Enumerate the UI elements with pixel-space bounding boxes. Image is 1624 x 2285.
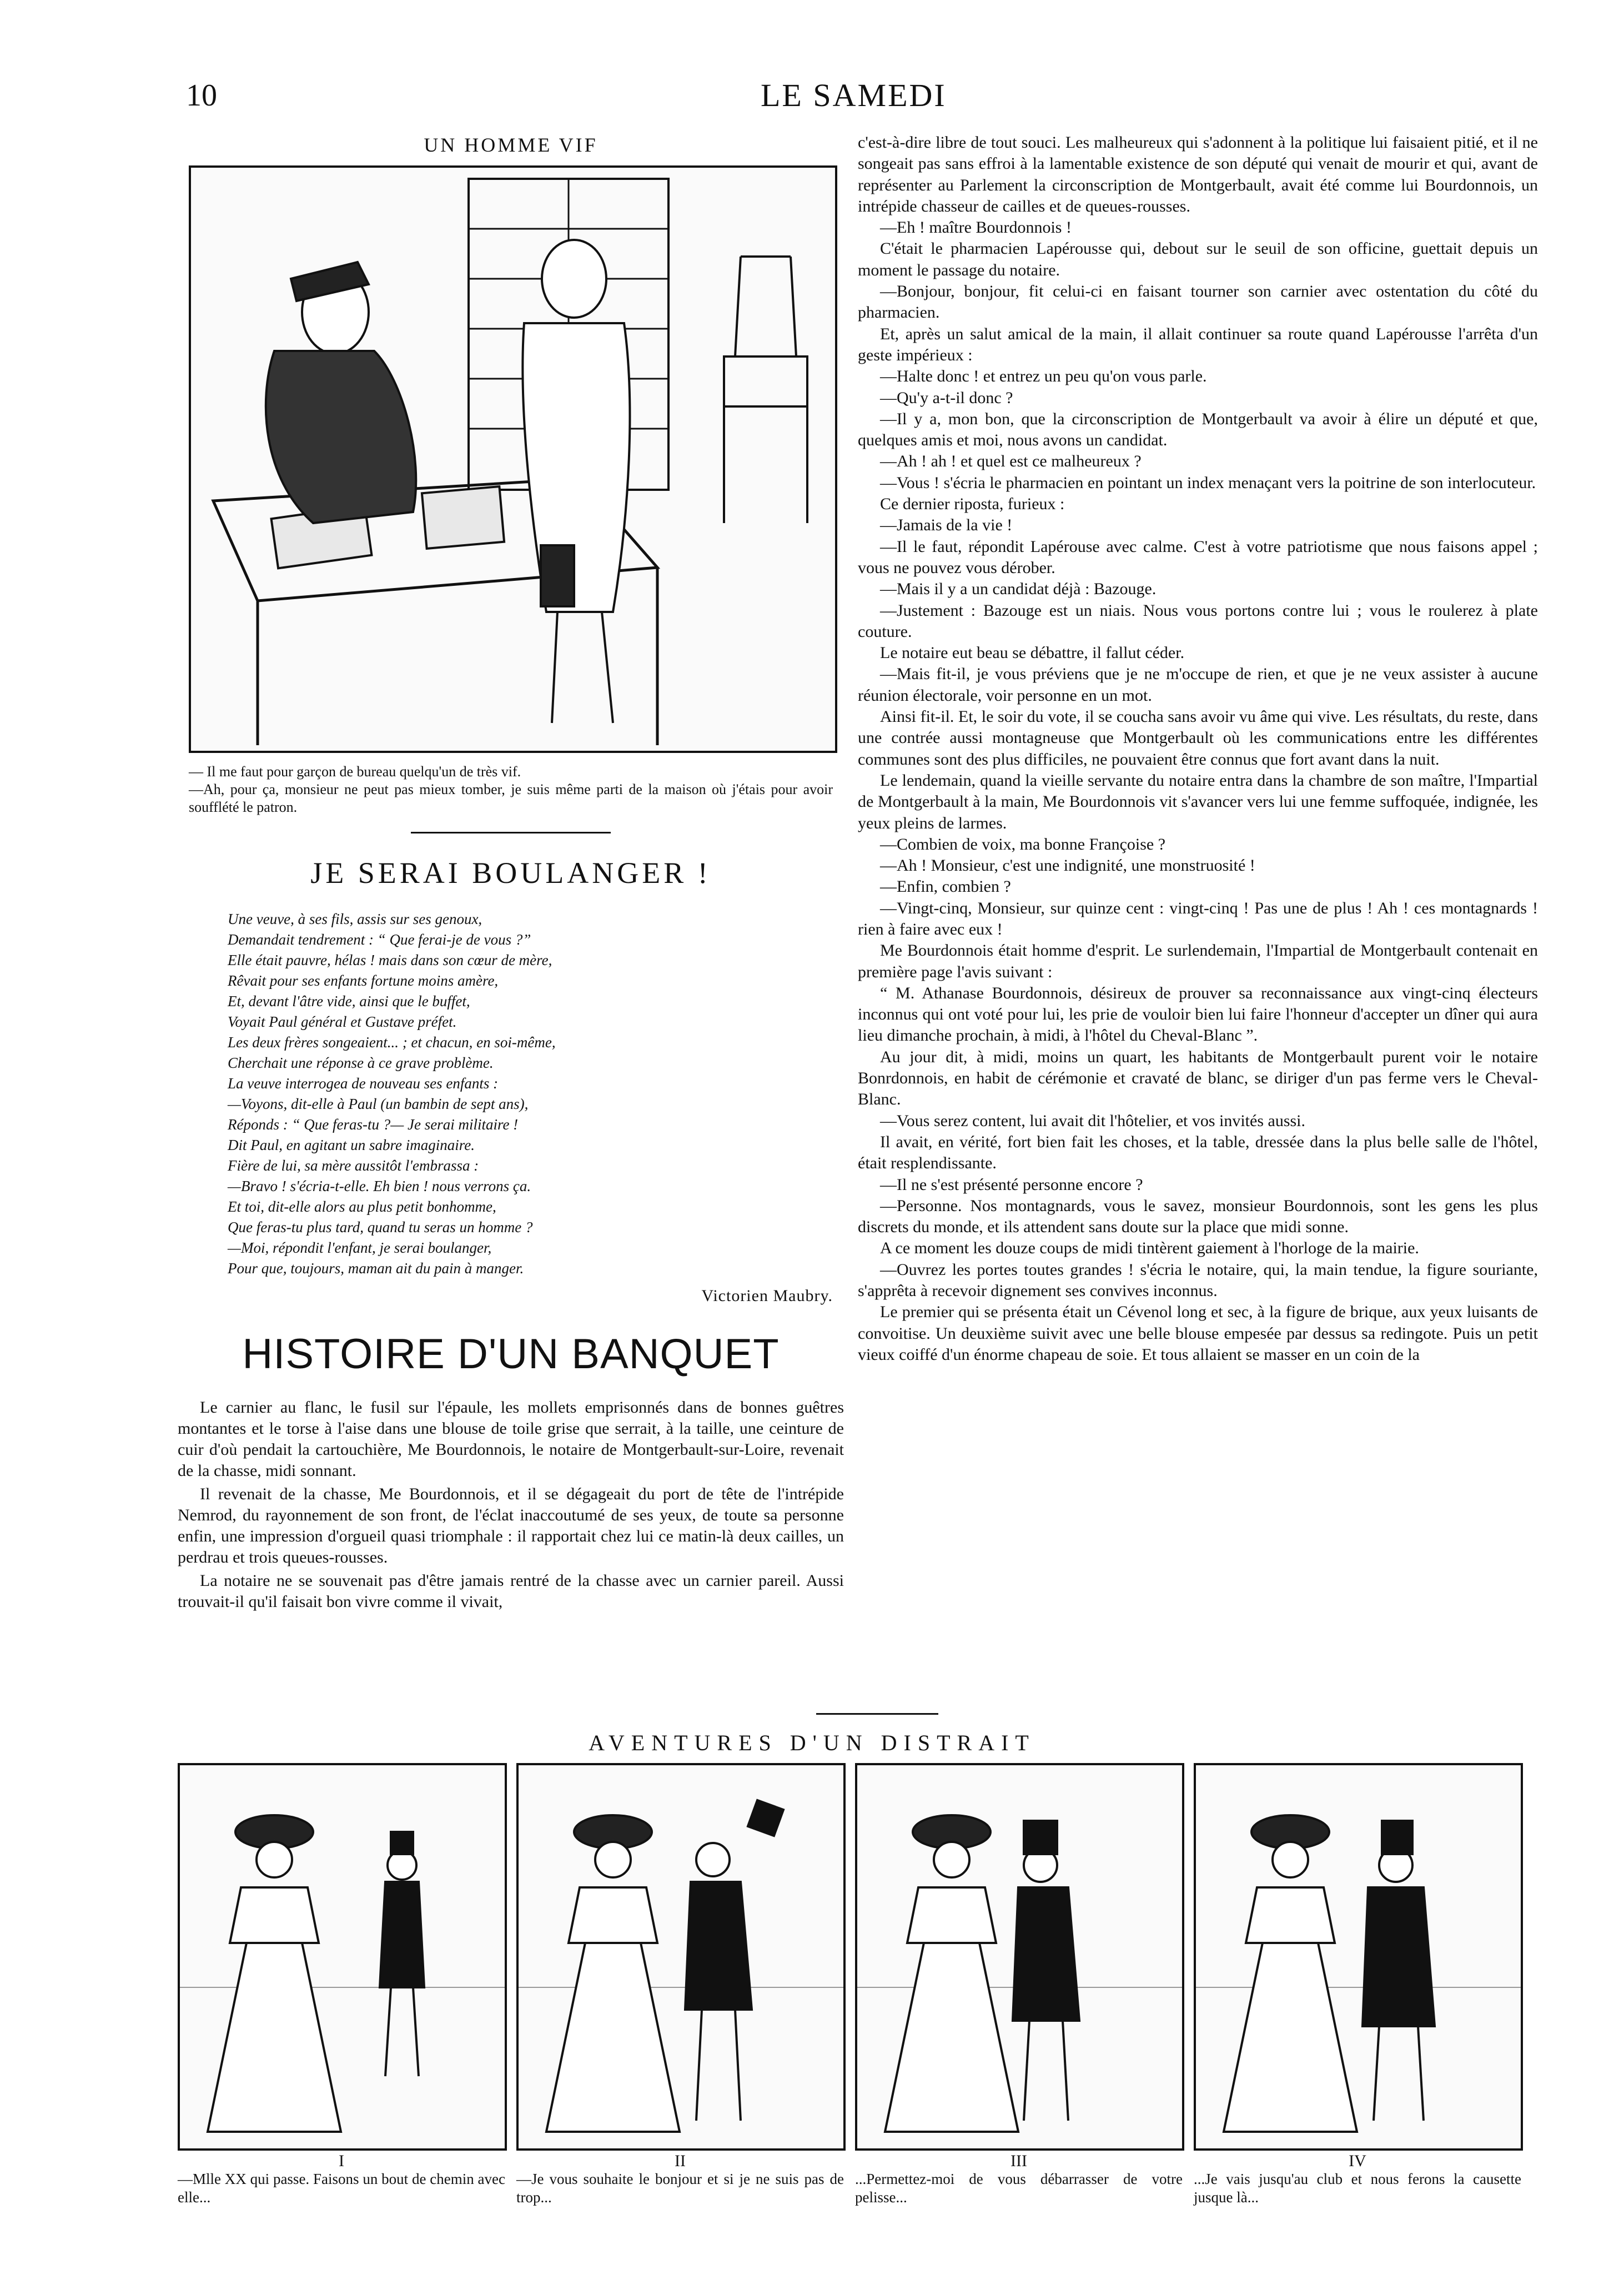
poem-title: JE SERAI BOULANGER !	[310, 856, 711, 890]
poem-line: La veuve interrogea de nouveau ses enfants :	[228, 1075, 499, 1092]
article-paragraph: —Eh ! maître Bourdonnois !	[880, 218, 1072, 237]
panel-drawing	[857, 1765, 1182, 2148]
poem-line: —Moi, répondit l'enfant, je serai boulanger,	[228, 1239, 492, 1256]
office-drawing	[191, 168, 835, 751]
comic-panel-3	[855, 1763, 1184, 2151]
article-paragraph: —Bonjour, bonjour, fit celui-ci en faisant tourner son carnier avec ostentation du côté du pharmacien.	[858, 282, 1538, 322]
comic-strip-title: AVENTURES D'UN DISTRAIT	[589, 1730, 1035, 1755]
article-paragraph: Le notaire eut beau se débattre, il fallut céder.	[880, 644, 1185, 662]
left-column	[178, 133, 844, 1615]
illustration-caption	[189, 763, 833, 816]
poem-line: —Voyons, dit-elle à Paul (un bambin de sept ans),	[228, 1096, 529, 1112]
article-paragraph: Il avait, en vérité, fort bien fait les choses, et la table, dressée dans la plus belle salle de l'hôtel, était resplendissante.	[858, 1132, 1538, 1173]
article-paragraph: —Vous ! s'écria le pharmacien en pointant un index menaçant vers la poitrine de son interlocuteur.	[880, 473, 1536, 492]
poem-line: Pour que, toujours, maman ait du pain à manger.	[228, 1260, 524, 1277]
article-paragraph: Le premier qui se présenta était un Cévenol long et sec, à la figure de brique, aux yeux luisants de convoitise. Un deuxième suivit avec une belle blouse empesée par dessus sa redingote. Puis un petit vieux coiffé d'un énorme chapeau de soie. Et tous allaient se masser en un coin de la	[858, 1303, 1538, 1364]
strip-divider	[816, 1713, 938, 1715]
poem-line: Demandait tendrement : “ Que ferai-je de vous ?”	[228, 931, 531, 948]
panel-number: IV	[1349, 2152, 1366, 2170]
article-paragraph: —Il le faut, répondit Lapérouse avec calme. C'est à votre patriotisme que nous faisons appel ; vous ne pouvez vous dérober.	[858, 537, 1538, 577]
comic-panel-2	[516, 1763, 846, 2151]
publication-title: LE SAMEDI	[761, 77, 947, 113]
panel-caption-text: —Mlle XX qui passe. Faisons un bout de chemin avec elle...	[178, 2171, 505, 2206]
article-title: HISTOIRE D'UN BANQUET	[242, 1330, 780, 1378]
article-paragraph: Et, après un salut amical de la main, il allait continuer sa route quand Lapérousse l'arrêta d'un geste impérieux :	[858, 324, 1538, 364]
poem-line: Et toi, dit-elle alors au plus petit bonhomme,	[228, 1198, 496, 1215]
article-paragraph: Il revenait de la chasse, Me Bourdonnois, et il se dégageait du port de tête de l'intrépide Nemrod, du rayonnement de son front, de l'éclat inaccoutumé de ses yeux, de toute sa personne enfin, une impression d'orgueil quasi triomphale : il rapportait chez lui ce matin-là deux cailles, un perdrau et trois queues-rousses.	[178, 1485, 844, 1566]
poem-line: Que feras-tu plus tard, quand tu seras un homme ?	[228, 1219, 533, 1236]
caption-line-2: —Ah, pour ça, monsieur ne peut pas mieux tomber, je suis même parti de la maison où j'étais pour avoir soufflété le patron.	[189, 781, 833, 815]
article-paragraph: —Vingt-cinq, Monsieur, sur quinze cent : vingt-cinq ! Pas une de plus ! Ah ! ces montagnards ! rien à faire avec eux !	[858, 898, 1538, 938]
article-paragraph: Me Bourdonnois était homme d'esprit. Le surlendemain, l'Impartial de Montgerbault contenait en première page l'avis suivant :	[858, 941, 1538, 981]
article-paragraph: C'était le pharmacien Lapérousse qui, debout sur le seuil de son officine, guettait depuis un moment le passage du notaire.	[858, 239, 1538, 279]
article-paragraph: —Jamais de la vie !	[880, 516, 1013, 535]
article-paragraph: —Mais il y a un candidat déjà : Bazouge.	[880, 580, 1157, 599]
article-paragraph: —Combien de voix, ma bonne Françoise ?	[880, 835, 1166, 853]
article-paragraph: —Il y a, mon bon, que la circonscription de Montgerbault va avoir à élire un député et que, quelques amis et moi, nous avons un candidat.	[858, 409, 1538, 450]
poem-line: Les deux frères songeaient... ; et chacun, en soi-même,	[228, 1034, 556, 1051]
panel-caption-2	[516, 2152, 844, 2207]
panel-number: II	[675, 2152, 686, 2170]
article-paragraph: —Justement : Bazouge est un niais. Nous vous portons contre lui ; vous le roulerez à plate couture.	[858, 601, 1538, 641]
poem-line: Et, devant l'âtre vide, ainsi que le buffet,	[228, 993, 470, 1010]
article-paragraph: —Ah ! Monsieur, c'est une indignité, une monstruosité !	[880, 856, 1255, 875]
article-paragraph: Le carnier au flanc, le fusil sur l'épaule, les mollets emprisonnés dans de bonnes guêtres montantes et le torse à l'aise dans une blouse de toile grise que serrait, à la taille, une ceinture de cuir d'où pendait la cartouchière, Me Bourdonnois, le notaire de Montgerbault-sur-Loire, revenait de la chasse, midi sonnant.	[178, 1398, 844, 1480]
poem-line: Fière de lui, sa mère aussitôt l'embrassa :	[228, 1157, 479, 1174]
caption-line-1: — Il me faut pour garçon de bureau quelqu'un de très vif.	[189, 764, 521, 780]
poem-line: Dit Paul, en agitant un sabre imaginaire.	[228, 1137, 475, 1153]
article-paragraph: —Halte donc ! et entrez un peu qu'on vous parle.	[880, 367, 1207, 386]
panel-caption-text: —Je vous souhaite le bonjour et si je ne suis pas de trop...	[516, 2171, 844, 2206]
panel-number: I	[339, 2152, 344, 2170]
article-paragraph: —Mais fit-il, je vous préviens que je ne m'occupe de rien, et que je ne veux assister à aucune réunion électorale, voir personne en un mot.	[858, 665, 1538, 705]
article-paragraph: c'est-à-dire libre de tout souci. Les malheureux qui s'adonnent à la politique lui faisaient pitié, et il ne songeait pas sans effroi à la lamentable existence de son député qui venait de mourir et qui, avant de représenter au Parlement la circonscription de Montgerbault, avait été comme lui Bourdonnois, un intrépide chasseur de cailles et de queues-rousses.	[858, 133, 1538, 215]
article-paragraph: Ainsi fit-il. Et, le soir du vote, il se coucha sans avoir vu âme qui vive. Les résultats, du reste, dans une contrée aussi montagneuse que Montgerbault où les communications entre les différentes communes sont des plus difficiles, ne pouvaient être connus que fort avant dans la nuit.	[858, 707, 1538, 769]
article-paragraph: Ce dernier riposta, furieux :	[880, 495, 1065, 514]
article-paragraph: —Ouvrez les portes toutes grandes ! s'écria le notaire, qui, la main tendue, la figure souriante, s'apprêta à recevoir dignement ses convives inconnus.	[858, 1260, 1538, 1300]
article-paragraph: La notaire ne se souvenait pas d'être jamais rentré de la chasse avec un carnier pareil. Aussi trouvait-il qu'il faisait bon vivre comme il vivait,	[178, 1571, 844, 1611]
panel-number: III	[1010, 2152, 1027, 2170]
section-divider	[411, 832, 611, 833]
page-number: 10	[186, 78, 217, 113]
panel-caption-3	[855, 2152, 1183, 2207]
panel-caption-text: ...Je vais jusqu'au club et nous ferons la causette jusque là...	[1194, 2171, 1521, 2206]
article-paragraph: Le lendemain, quand la vieille servante du notaire entra dans la chambre de son maître, l'Impartial de Montgerbault à la main, Me Bourdonnois vit s'avancer vers lui une femme suffoquée, indignée, les yeux pleins de larmes.	[858, 771, 1538, 832]
illustration-title: UN HOMME VIF	[424, 134, 598, 156]
article-paragraph: —Personne. Nos montagnards, vous le savez, monsieur Bourdonnois, sont les gens les plus discrets du monde, et ils attendent sans doute sur la place que midi sonne.	[858, 1196, 1538, 1237]
comic-panel-4	[1194, 1763, 1523, 2151]
panel-caption-4	[1194, 2152, 1521, 2207]
comic-panel-1	[178, 1763, 507, 2151]
panel-drawing	[1196, 1765, 1521, 2148]
poem-line: Réponds : “ Que feras-tu ?— Je serai militaire !	[228, 1116, 519, 1133]
panel-caption-1	[178, 2152, 505, 2207]
poem-body	[228, 909, 844, 1279]
poem-line: —Bravo ! s'écria-t-elle. Eh bien ! nous verrons ça.	[228, 1178, 531, 1194]
right-column	[858, 132, 1538, 1365]
article-paragraph: —Ah ! ah ! et quel est ce malheureux ?	[880, 452, 1142, 471]
article-paragraph: “ M. Athanase Bourdonnois, désireux de prouver sa reconnaissance aux vingt-cinq électeurs inconnus qui ont voté pour lui, les prie de vouloir bien lui faire l'honneur d'accepter un dîner qui aura lieu dimanche prochain, à midi, à l'hôtel du Cheval-Blanc ”.	[858, 983, 1538, 1045]
panel-drawing	[519, 1765, 843, 2148]
poem-line: Voyait Paul général et Gustave préfet.	[228, 1013, 457, 1030]
article-paragraph: —Qu'y a-t-il donc ?	[880, 388, 1013, 407]
article-paragraph: —Vous serez content, lui avait dit l'hôtelier, et vos invités aussi.	[880, 1111, 1306, 1130]
article-paragraph: A ce moment les douze coups de midi tintèrent gaiement à l'horloge de la mairie.	[880, 1239, 1419, 1258]
poem-line: Cherchait une réponse à ce grave problème.	[228, 1054, 494, 1071]
poem-author: Victorien Maubry.	[701, 1287, 833, 1305]
article-left-text	[178, 1397, 844, 1613]
office-illustration	[189, 165, 837, 753]
panel-caption-text: ...Permettez-moi de vous débarrasser de votre pelisse...	[855, 2171, 1183, 2206]
poem-line: Une veuve, à ses fils, assis sur ses genoux,	[228, 911, 482, 927]
poem-line: Rêvait pour ses enfants fortune moins amère,	[228, 972, 499, 989]
article-paragraph: —Enfin, combien ?	[880, 877, 1011, 896]
article-paragraph: Au jour dit, à midi, moins un quart, les habitants de Montgerbault purent voir le notaire Bonrdonnois, en habit de cérémonie et cravaté de blanc, se diriger d'un pas ferme vers le Cheval-Blanc.	[858, 1047, 1538, 1109]
article-paragraph: —Il ne s'est présenté personne encore ?	[880, 1175, 1143, 1194]
poem-line: Elle était pauvre, hélas ! mais dans son cœur de mère,	[228, 952, 552, 968]
panel-drawing	[180, 1765, 505, 2148]
